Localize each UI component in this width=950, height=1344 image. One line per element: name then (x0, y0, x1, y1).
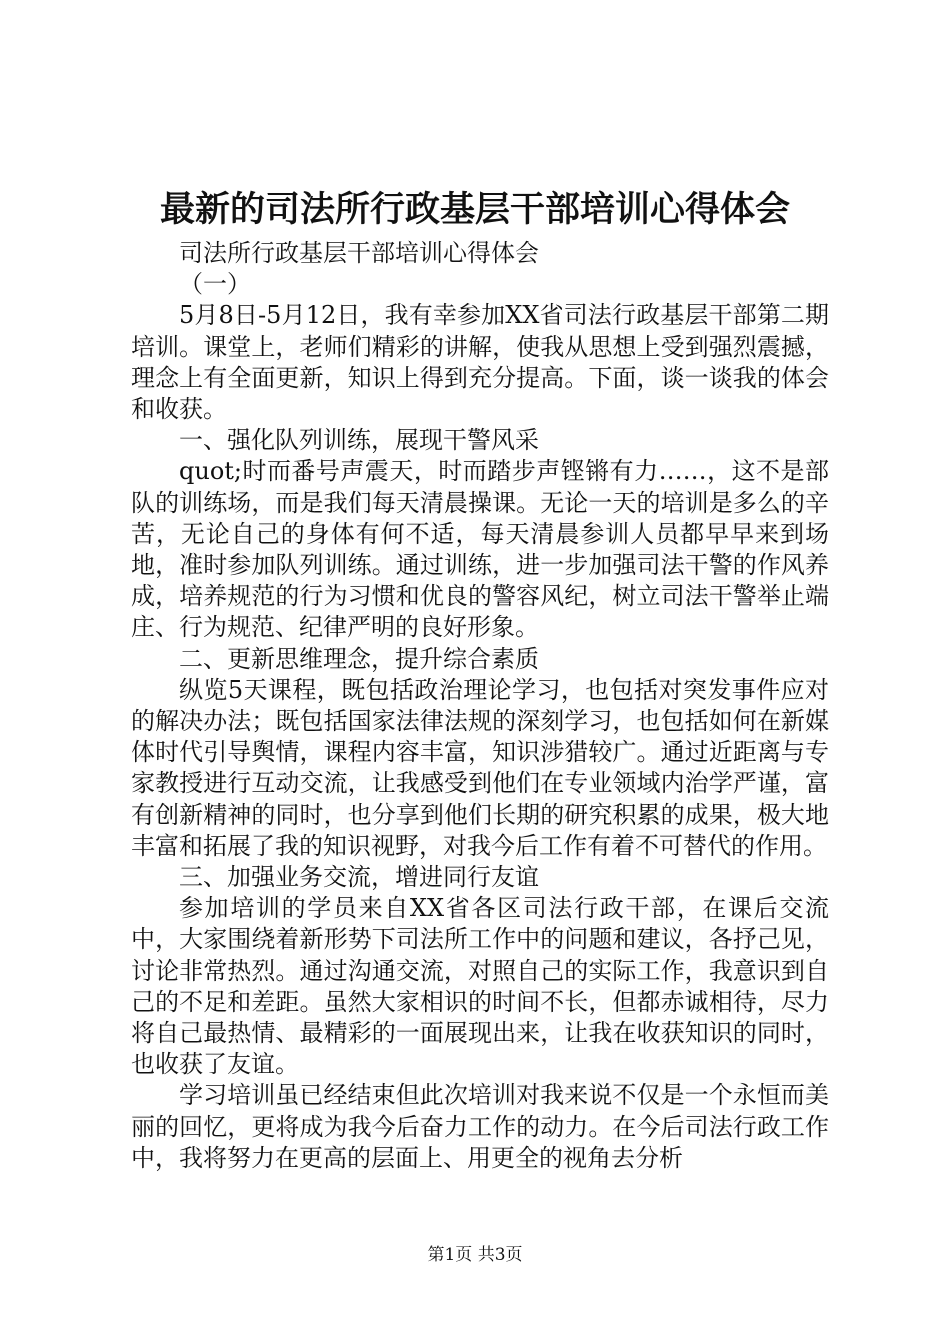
section-heading-2: 二、更新思维理念，提升综合素质 (179, 644, 539, 673)
closing-paragraph: 学习培训虽已经结束但此次培训对我来说不仅是一个永恒而美丽的回忆，更将成为我今后奋力工作的动力。在今后司法行政工作中，我将努力在更高的层面上、用更全的视角去分析 (131, 1081, 829, 1172)
section-paragraph-3: 参加培训的学员来自XX省各区司法行政干部，在课后交流中，大家围绕着新形势下司法所工作中的问题和建议，各抒己见，讨论非常热烈。通过沟通交流，对照自己的实际工作，我意识到自己的不足和差距。虽然大家相识的时间不长，但都赤诚相待，尽力将自己最热情、最精彩的一面展现出来，让我在收获知识的同时，也收获了友谊。 (131, 894, 829, 1079)
section-heading-1: 一、强化队列训练，展现干警风采 (179, 426, 539, 455)
subtitle-paragraph: 司法所行政基层干部培训心得体会 (179, 239, 539, 267)
document-title: 最新的司法所行政基层干部培训心得体会 (159, 189, 790, 230)
section-paragraph-2: 纵览5天课程，既包括政治理论学习，也包括对突发事件应对的解决办法；既包括国家法律法规的深刻学习，也包括如何在新媒体时代引导舆情，课程内容丰富，知识涉猎较广。通过近距离与专家教授进行互动交流，让我感受到他们在专业领域内治学严谨，富有创新精神的同时，也分享到他们长期的研究积累的成果，极大地丰富和拓展了我的知识视野，对我今后工作有着不可替代的作用。 (131, 675, 829, 860)
section-heading-3: 三、加强业务交流，增进同行友谊 (179, 863, 539, 892)
section-paragraph-1: quot;时而番号声震天，时而踏步声铿锵有力……，这不是部队的训练场，而是我们每天清晨操课。无论一天的培训是多么的辛苦，无论自己的身体有何不适，每天清晨参训人员都早早来到场地，准时参加队列训练。通过训练，进一步加强司法干警的作风养成，培养规范的行为习惯和优良的警容风纪，树立司法干警举止端庄、行为规范、纪律严明的良好形象。 (131, 457, 829, 642)
page-footer (0, 1243, 950, 1267)
document-body (131, 238, 829, 1174)
intro-paragraph: 5月8日-5月12日，我有幸参加XX省司法行政基层干部第二期培训。课堂上，老师们精彩的讲解，使我从思想上受到强烈震撼，理念上有全面更新，知识上得到充分提高。下面，谈一谈我的体会和收获。 (131, 301, 829, 424)
section-number: （一） (179, 270, 251, 299)
page-number-label: 第1页 共3页 (427, 1245, 523, 1265)
